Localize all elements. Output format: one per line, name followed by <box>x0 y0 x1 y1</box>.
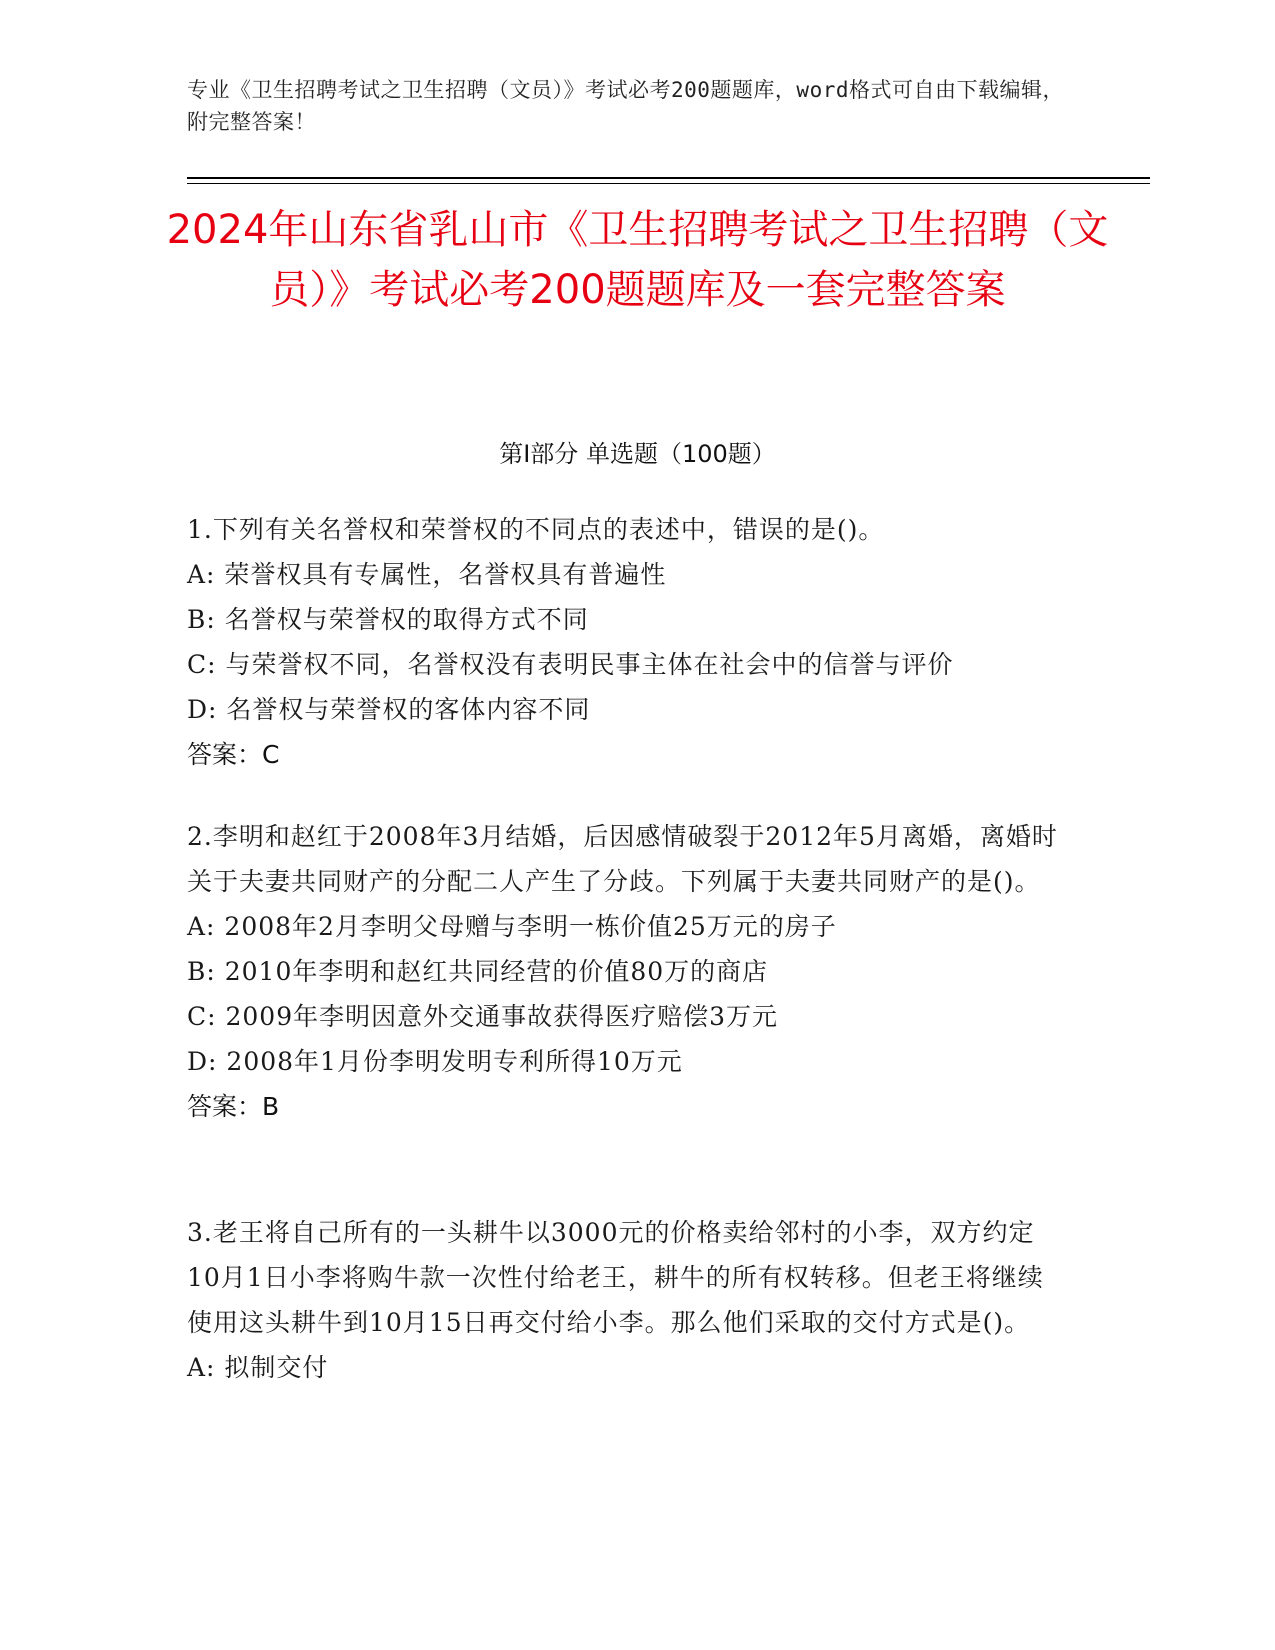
option-c: C: 2009年李明因意外交通事故获得医疗赔偿3万元 <box>187 1002 779 1031</box>
header-note: 专业《卫生招聘考试之卫生招聘（文员）》考试必考200题题库，word格式可自由下载编辑，附完整答案！ <box>187 78 1064 134</box>
answer: 答案：B <box>187 1092 280 1121</box>
option-d: D: 2008年1月份李明发明专利所得10万元 <box>187 1047 683 1076</box>
option-b: B: 名誉权与荣誉权的取得方式不同 <box>187 605 589 634</box>
question-text: 2.李明和赵红于2008年3月结婚，后因感情破裂于2012年5月离婚，离婚时关于夫妻共同财产的分配二人产生了分歧。下列属于夫妻共同财产的是()。 <box>187 822 1058 896</box>
document-title: 2024年山东省乳山市《卫生招聘考试之卫生招聘（文员）》考试必考200题题库及一套完整答案 <box>166 207 1109 313</box>
section-title: 第Ⅰ部分 单选题（100题） <box>499 440 776 468</box>
option-a: A: 荣誉权具有专属性，名誉权具有普遍性 <box>187 560 667 589</box>
question-1 <box>187 507 1067 777</box>
option-c: C: 与荣誉权不同，名誉权没有表明民事主体在社会中的信誉与评价 <box>187 650 954 679</box>
header-divider-thin <box>187 183 1150 184</box>
question-text: 1.下列有关名誉权和荣誉权的不同点的表述中，错误的是()。 <box>187 515 885 544</box>
question-2 <box>187 814 1067 1129</box>
option-a: A: 2008年2月李明父母赠与李明一栋价值25万元的房子 <box>187 912 837 941</box>
question-3 <box>187 1210 1067 1390</box>
header-divider-thick <box>187 177 1150 179</box>
option-b: B: 2010年李明和赵红共同经营的价值80万的商店 <box>187 957 769 986</box>
answer: 答案：C <box>187 740 280 769</box>
question-text: 3.老王将自己所有的一头耕牛以3000元的价格卖给邻村的小李，双方约定10月1日小李将购牛款一次性付给老王，耕牛的所有权转移。但老王将继续使用这头耕牛到10月15日再交付给小李。那么他们采取的交付方式是()。 <box>187 1218 1044 1337</box>
option-d: D: 名誉权与荣誉权的客体内容不同 <box>187 695 591 724</box>
option-a: A: 拟制交付 <box>187 1353 329 1382</box>
